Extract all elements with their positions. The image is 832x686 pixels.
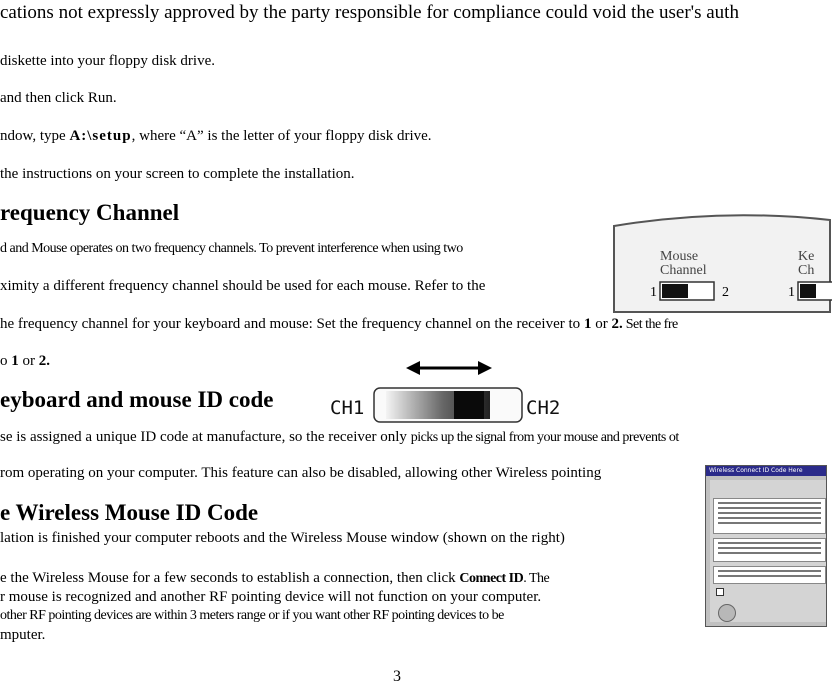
step-line-3-pre: ndow, type <box>0 128 70 144</box>
slider-knob <box>454 391 484 419</box>
id-line-2: rom operating on your computer. This feature can also be disabled, allowing other Wireless pointing <box>0 465 602 481</box>
wireless-line-5: mputer. <box>0 627 46 643</box>
wireless-line-4: other RF pointing devices are within 3 meters range or if you want other RF pointing devices to be <box>0 608 504 623</box>
freq-line-3-pre: he frequency channel for your keyboard and mouse: Set the frequency channel on the receiver to <box>0 316 584 332</box>
mouse-switch-knob <box>662 284 688 298</box>
step-line-4: the instructions on your screen to complete the installation. <box>0 166 355 182</box>
mouse-pos-2: 2 <box>722 285 729 300</box>
freq-line-2: ximity a different frequency channel should be used for each mouse. Refer to the <box>0 278 486 294</box>
setup-command: A:\setup <box>69 128 132 144</box>
channel-slider-illustration <box>326 355 586 425</box>
top-line: cations not expressly approved by the party responsible for compliance could void the user's auth <box>0 2 739 23</box>
freq-line-4-mid: or <box>18 353 39 369</box>
step-line-3-post: , where “A” is the letter of your floppy disk drive. <box>131 128 432 144</box>
slider-arrow-right-icon <box>478 361 492 375</box>
channel-panel-svg <box>612 208 832 314</box>
step-line-2: and then click Run. <box>0 90 117 106</box>
dialog-line <box>718 522 821 524</box>
wireless-line-3: r mouse is recognized and another RF pointing device will not function on your computer. <box>0 589 542 605</box>
step-line-1: diskette into your floppy disk drive. <box>0 53 215 69</box>
keyboard-label-2: Ch <box>798 263 815 278</box>
id-line-1 <box>0 429 679 446</box>
heading-frequency-channel: requency Channel <box>0 200 180 225</box>
keyboard-switch-knob <box>800 284 816 298</box>
dialog-line <box>718 547 821 549</box>
connect-id-dialog-screenshot <box>705 465 827 627</box>
dialog-line <box>718 507 821 509</box>
freq-line-4-b2: 2. <box>38 353 50 369</box>
keyboard-pos-1: 1 <box>788 285 795 300</box>
dialog-text-block-2 <box>713 538 826 562</box>
slider-label-ch1: CH1 <box>330 397 365 419</box>
heading-id-code: eyboard and mouse ID code <box>0 387 274 412</box>
freq-line-4-pre: o <box>0 353 12 369</box>
dialog-line <box>718 575 821 577</box>
page-number: 3 <box>393 668 401 685</box>
heading-wireless-mouse-id: e Wireless Mouse ID Code <box>0 500 259 525</box>
dialog-line <box>718 502 821 504</box>
dialog-text-block-1 <box>713 498 826 534</box>
freq-line-3 <box>0 316 678 333</box>
dialog-checkbox[interactable] <box>716 588 724 596</box>
dialog-mouse-icon <box>718 604 736 622</box>
freq-line-1: d and Mouse operates on two frequency channels. To prevent interference when using two <box>0 241 463 256</box>
slider-svg <box>326 355 586 425</box>
dialog-body <box>710 480 826 622</box>
id-line-1-a: se is assigned a unique ID code at manufacture, so the receiver only <box>0 429 411 445</box>
wireless-line-2-post: . The <box>523 571 550 586</box>
freq-line-3-b2: 2. <box>611 316 623 332</box>
connect-id-label: Connect ID <box>459 571 524 586</box>
freq-line-4 <box>0 353 50 370</box>
dialog-line <box>718 552 821 554</box>
mouse-label-1: Mouse <box>660 249 699 264</box>
wireless-line-1: lation is finished your computer reboots and the Wireless Mouse window (shown on the right) <box>0 530 565 546</box>
dialog-titlebar: Wireless Connect ID Code Here <box>706 466 826 476</box>
slider-label-ch2: CH2 <box>526 397 561 419</box>
dialog-line <box>718 570 821 572</box>
step-line-3 <box>0 128 432 145</box>
dialog-text-block-3 <box>713 566 826 584</box>
dialog-line <box>718 512 821 514</box>
mouse-pos-1: 1 <box>650 285 657 300</box>
wireless-line-2-pre: e the Wireless Mouse for a few seconds to establish a connection, then click <box>0 570 460 586</box>
freq-line-3-mid: or <box>591 316 612 332</box>
freq-line-3-post: Set the fre <box>622 317 678 332</box>
keyboard-label-1: Ke <box>798 249 815 264</box>
dialog-line <box>718 542 821 544</box>
id-line-1-b: picks up the signal from your mouse and prevents ot <box>410 430 679 445</box>
wireless-line-2 <box>0 570 549 587</box>
mouse-label-2: Channel <box>660 263 707 278</box>
dialog-line <box>718 517 821 519</box>
channel-panel-illustration <box>612 208 832 314</box>
freq-line-3-b1: 1 <box>583 316 592 332</box>
freq-line-4-b1: 1 <box>11 353 19 369</box>
slider-arrow-left-icon <box>406 361 420 375</box>
